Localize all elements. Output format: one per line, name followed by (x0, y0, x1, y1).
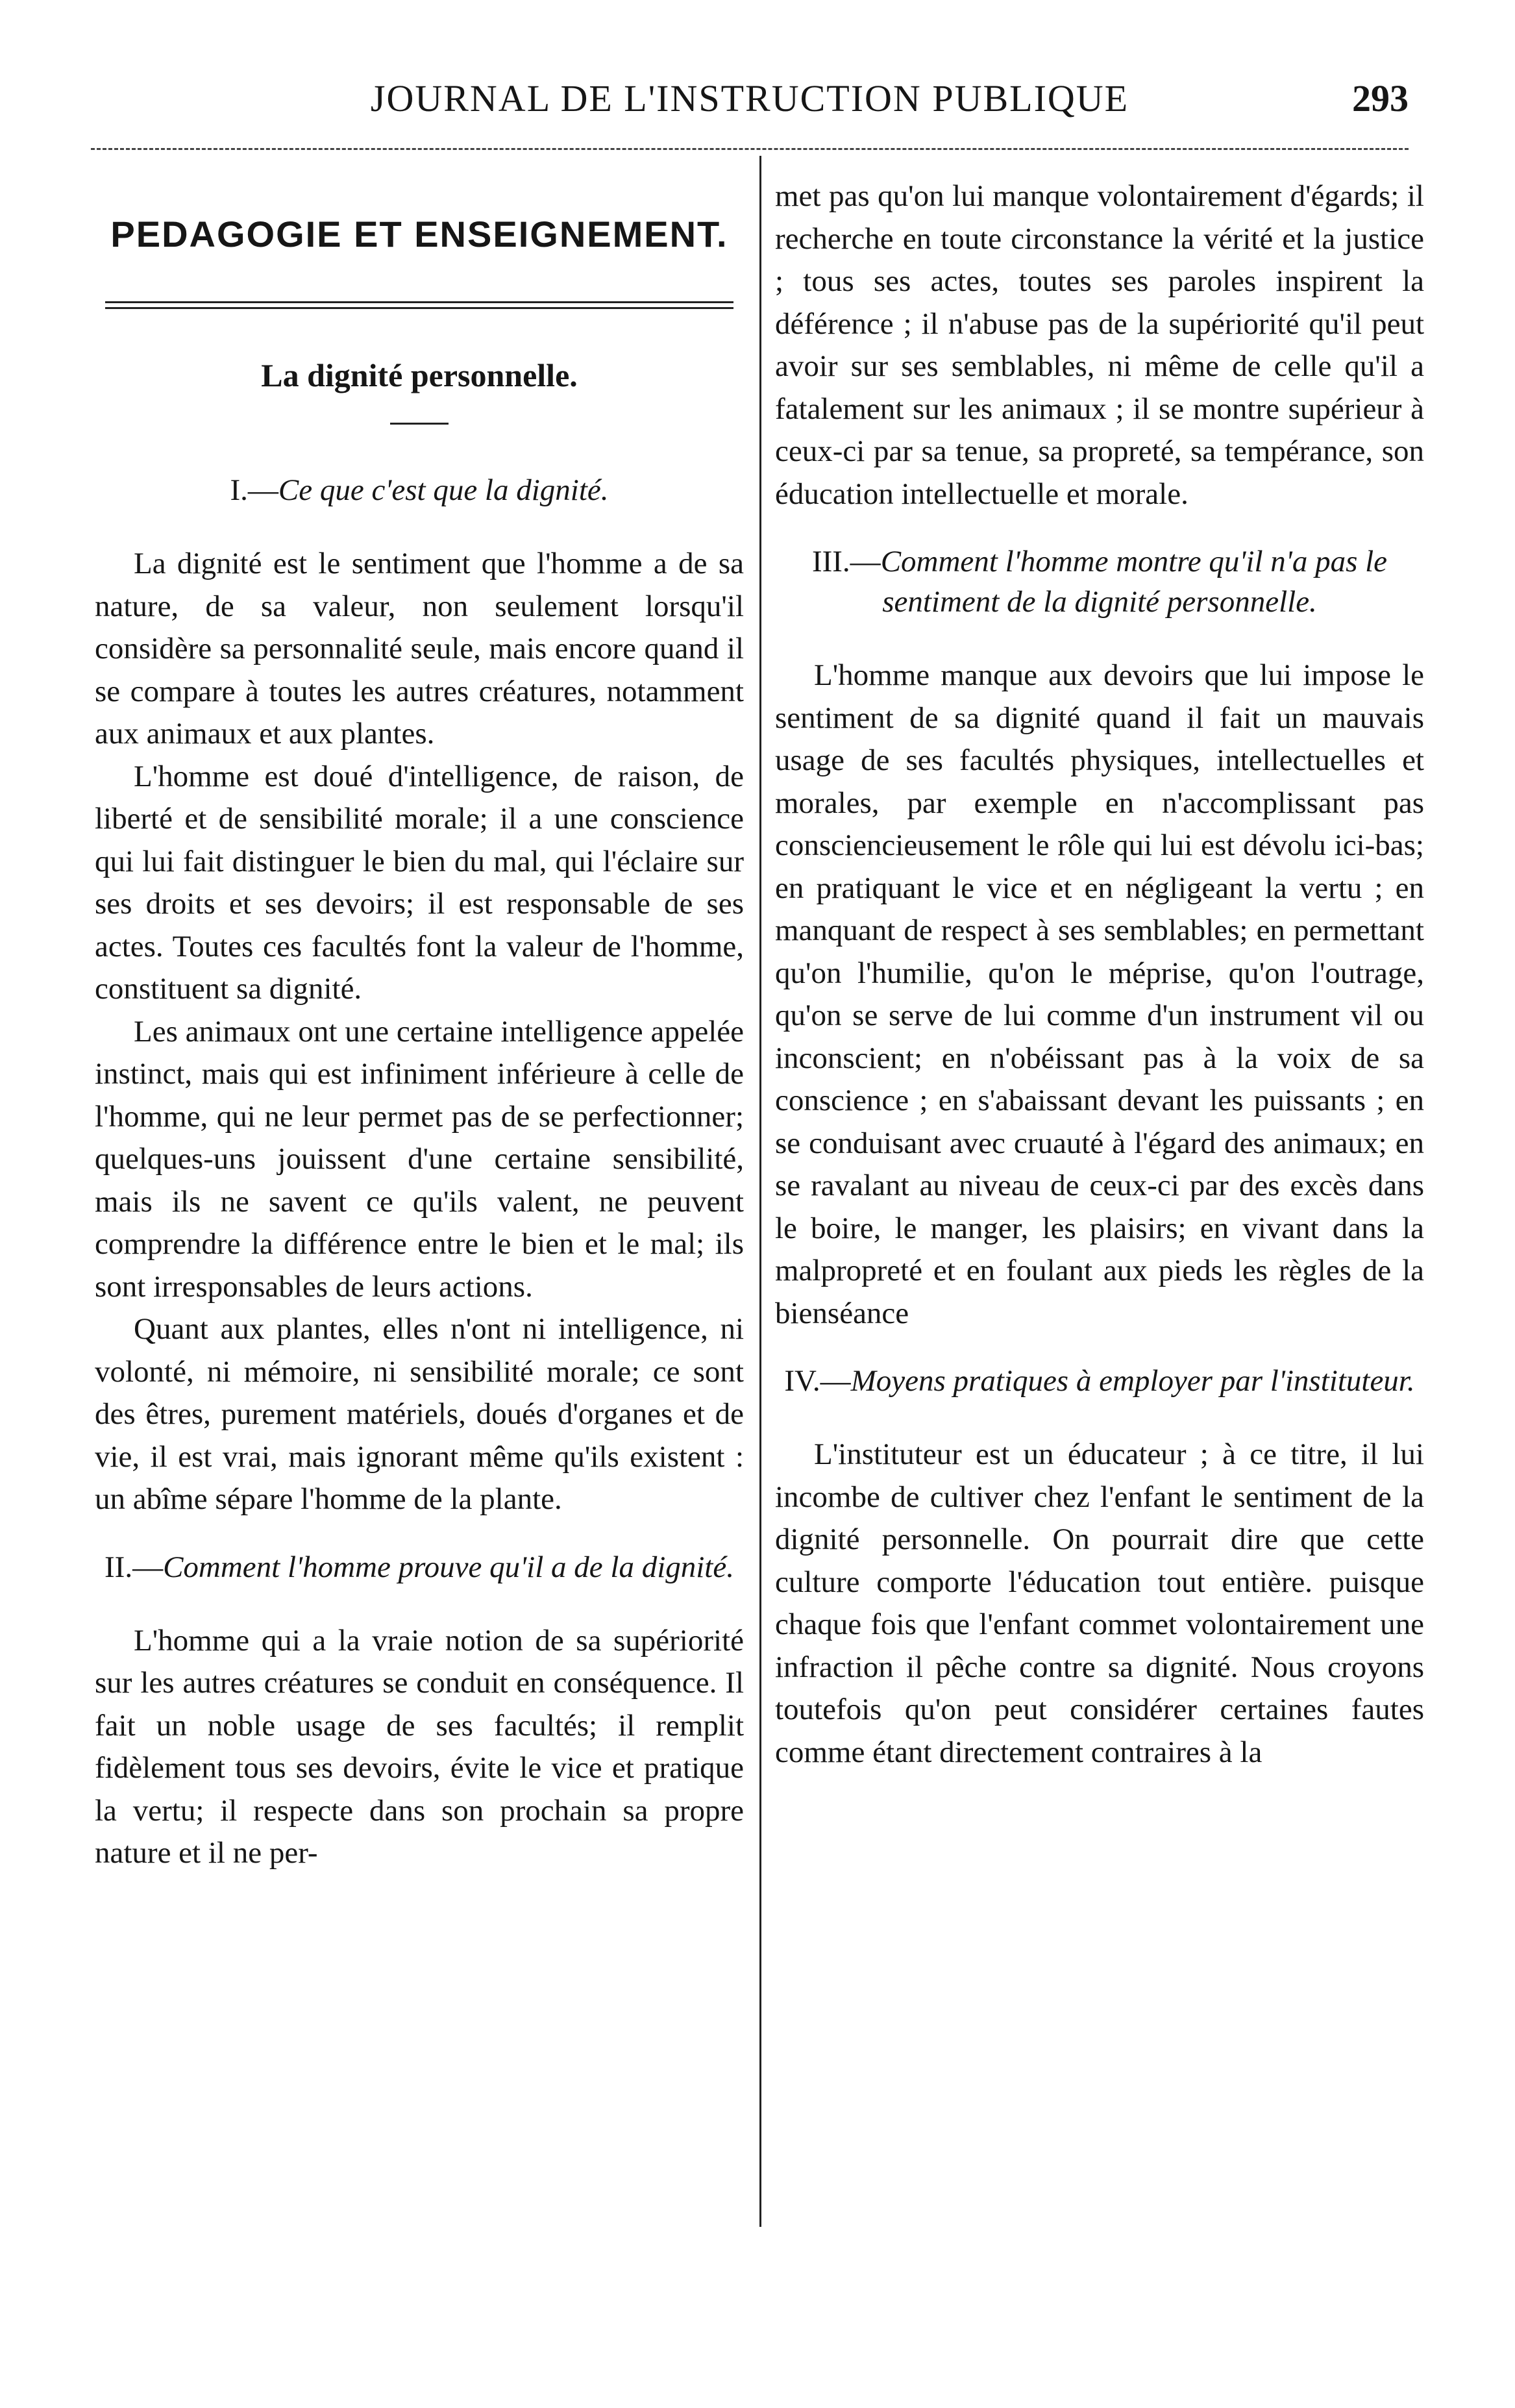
section-heading-text: Comment l'homme montre qu'il n'a pas le sentiment de la dignité personnelle. (880, 545, 1388, 619)
paragraph: L'homme manque aux devoirs que lui impose le sentiment de sa dignité quand il fait un mauvais usage de ses facultés physiques, intellectuelles et morales, par exemple en n'accomplissant pas consciencieusement le rôle qui lui est dévolu ici-bas; en pratiquant le vice et en négligeant la vertu ; en manquant de respect à ses semblables; en permettant qu'on l'humilie, qu'on le méprise, qu'on l'outrage, qu'on se serve de lui comme d'un instrument vil ou inconscient; en n'obéissant pas à la voix de sa conscience ; en s'abaissant devant les puissants ; en se conduisant avec cruauté à l'égard des animaux; en se ravalant au niveau de ceux-ci par des excès dans le boire, le manger, les plaisirs; en vivant dans la malpropreté et en foulant aux pieds les règles de la bienséance (775, 658, 1424, 1330)
column-divider (759, 156, 761, 2227)
section-number: IV.— (784, 1364, 851, 1398)
section-heading-3 (775, 541, 1424, 622)
paragraph: Les animaux ont une certaine intelligence appelée instinct, mais qui est infiniment inférieure à celle de l'homme, qui ne leur permet pas de se perfectionner; quelques-uns jouissent d'une certaine sensibilité, mais ils ne savent ce qu'ils valent, ne peuvent comprendre la différence entre le bien et le mal; ils sont irresponsables de leurs actions. (95, 1014, 744, 1304)
section-title: PEDAGOGIE ET ENSEIGNEMENT. (110, 214, 728, 254)
paragraph: L'homme qui a la vraie notion de sa supériorité sur les autres créatures se conduit en conséquence. Il fait un noble usage de ses facultés; il remplit fidèlement tous ses devoirs, évite le vice et pratique la vertu; il respecte dans son prochain sa propre nature et il ne per- (95, 1623, 744, 1870)
section-number: I.— (230, 473, 278, 507)
paragraph-continued: met pas qu'on lui manque volontairement d'égards; il recherche en toute circonstance la vérité et la justice ; tous ses actes, toutes ses paroles inspirent la déférence ; il n'abuse pas de la supériorité qu'il peut avoir sur ses semblables, ni même de celle qu'il a fatalement sur les animaux ; il se montre supérieur à ceux-ci par sa tenue, sa propreté, sa tempérance, son éducation intellectuelle et morale. (775, 179, 1424, 511)
header-rule (91, 148, 1409, 150)
short-rule (390, 423, 449, 425)
article-title: La dignité personnelle. (261, 356, 578, 393)
page-number: 293 (1352, 77, 1409, 119)
double-rule (105, 301, 733, 309)
paragraph: L'instituteur est un éducateur ; à ce titre, il lui incombe de cultiver chez l'enfant le sentiment de la dignité personnelle. On pourrait dire que cette culture comporte l'éducation tout entière. puisque chaque fois que l'enfant commet volontairement une infraction il pêche contre sa dignité. Nous croyons toutefois qu'on peut considérer certaines fautes comme étant directement contraires à la (775, 1437, 1424, 1769)
section-heading-text: Ce que c'est que la dignité. (278, 473, 609, 507)
section-heading-text: Comment l'homme prouve qu'il a de la dignité. (163, 1550, 734, 1584)
section-heading-text: Moyens pratiques à employer par l'instituteur. (850, 1364, 1415, 1398)
section-number: III.— (811, 545, 881, 578)
running-title: JOURNAL DE L'INSTRUCTION PUBLIQUE (370, 77, 1129, 119)
section-heading-4 (775, 1361, 1424, 1401)
section-heading-1 (95, 470, 744, 510)
page-header (91, 77, 1409, 129)
left-column (95, 175, 744, 1875)
paragraph: L'homme est doué d'intelligence, de raison, de liberté et de sensibilité morale; il a une conscience qui lui fait distinguer le bien du mal, qui l'éclaire sur ses droits et ses devoirs; il est responsable de ses actes. Toutes ces facultés font la valeur de l'homme, constituent sa dignité. (95, 759, 744, 1006)
paragraph: Quant aux plantes, elles n'ont ni intelligence, ni volonté, ni mémoire, ni sensibilité morale; ce sont des êtres, purement matériels, doués d'organes et de vie, il est vrai, mais ignorant même qu'ils existent : un abîme sépare l'homme de la plante. (95, 1312, 744, 1516)
right-column (775, 175, 1424, 1774)
section-number: II.— (105, 1550, 164, 1584)
section-heading-2 (95, 1547, 744, 1587)
paragraph: La dignité est le sentiment que l'homme a de sa nature, de sa valeur, non seulement lorsqu'il considère sa personnalité seule, mais encore quand il se compare à toutes les autres créatures, notamment aux animaux et aux plantes. (95, 547, 744, 751)
